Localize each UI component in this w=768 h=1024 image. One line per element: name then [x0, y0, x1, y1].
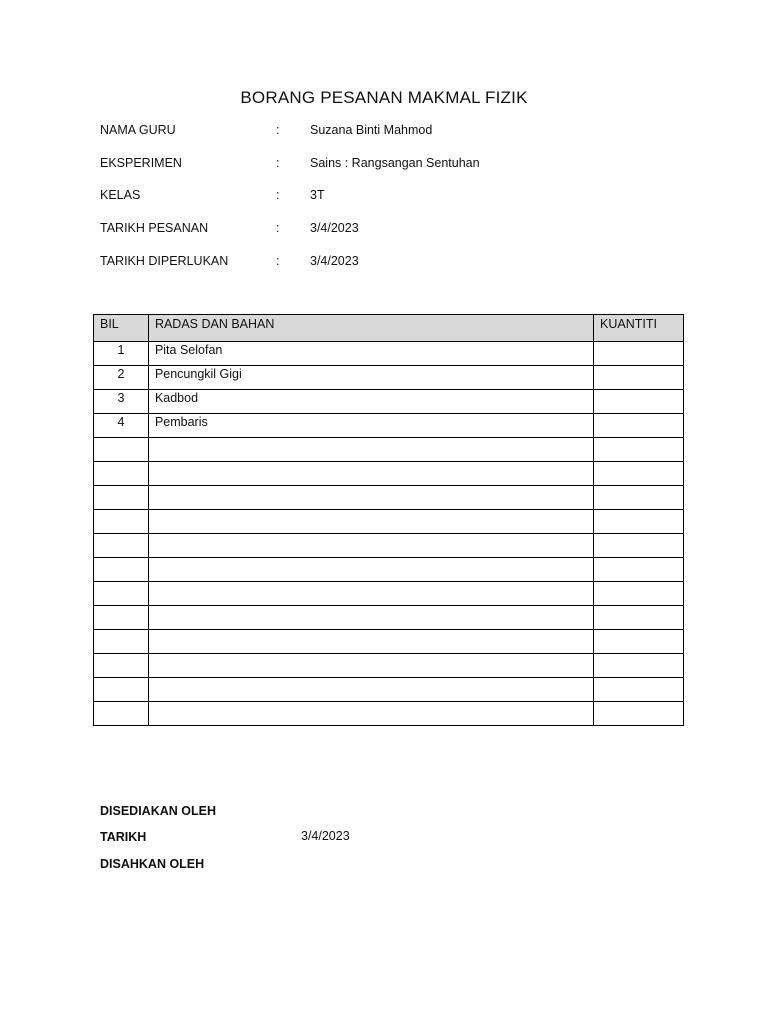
header-radas-dan-bahan: RADAS DAN BAHAN: [148, 315, 593, 342]
cell-qty: [594, 678, 684, 702]
cell-qty: [594, 534, 684, 558]
table-row: [94, 342, 684, 366]
cell-bil: 4: [94, 414, 149, 438]
cell-item: [148, 534, 593, 558]
table-row: [94, 558, 684, 582]
cell-bil: [94, 606, 149, 630]
cell-item: Pencungkil Gigi: [148, 366, 593, 390]
cell-qty: [594, 654, 684, 678]
info-colon: :: [276, 123, 280, 137]
cell-bil: 1: [94, 342, 149, 366]
cell-item: [148, 702, 593, 726]
cell-item: [148, 558, 593, 582]
cell-bil: [94, 438, 149, 462]
table-row: [94, 630, 684, 654]
table-row: [94, 678, 684, 702]
cell-bil: [94, 630, 149, 654]
cell-item: [148, 438, 593, 462]
info-colon: :: [276, 156, 280, 170]
cell-qty: [594, 630, 684, 654]
cell-bil: [94, 654, 149, 678]
prepared-by-label: DISEDIAKAN OLEH: [100, 804, 216, 818]
info-label: TARIKH DIPERLUKAN: [100, 254, 229, 268]
date-label: TARIKH: [100, 830, 147, 844]
table-row: [94, 534, 684, 558]
table-row: [94, 414, 684, 438]
table-row: [94, 582, 684, 606]
cell-item: [148, 606, 593, 630]
info-colon: :: [276, 254, 280, 268]
cell-item: [148, 510, 593, 534]
cell-bil: [94, 534, 149, 558]
info-colon: :: [276, 221, 280, 235]
info-colon: :: [276, 188, 280, 202]
cell-bil: [94, 582, 149, 606]
cell-bil: 2: [94, 366, 149, 390]
cell-item: [148, 654, 593, 678]
info-value: Suzana Binti Mahmod: [310, 123, 433, 137]
info-value: 3T: [310, 188, 325, 202]
cell-qty: [594, 582, 684, 606]
table-row: [94, 654, 684, 678]
cell-item: [148, 486, 593, 510]
table-row: [94, 438, 684, 462]
cell-item: [148, 462, 593, 486]
header-bil: BIL: [94, 315, 149, 342]
table-row: [94, 702, 684, 726]
cell-bil: 3: [94, 390, 149, 414]
date-value: 3/4/2023: [301, 829, 350, 843]
form-title: BORANG PESANAN MAKMAL FIZIK: [240, 88, 528, 107]
info-label: NAMA GURU: [100, 123, 176, 137]
table-row: [94, 390, 684, 414]
cell-qty: [594, 510, 684, 534]
info-value: 3/4/2023: [310, 254, 359, 268]
cell-bil: [94, 702, 149, 726]
cell-bil: [94, 558, 149, 582]
table-row: [94, 510, 684, 534]
cell-qty: [594, 558, 684, 582]
info-label: KELAS: [100, 188, 141, 202]
info-label: EKSPERIMEN: [100, 156, 182, 170]
table-row: [94, 486, 684, 510]
cell-qty: [594, 342, 684, 366]
items-table: [93, 314, 684, 726]
cell-qty: [594, 462, 684, 486]
table-header-row: [94, 315, 684, 342]
cell-bil: [94, 678, 149, 702]
cell-bil: [94, 486, 149, 510]
cell-qty: [594, 606, 684, 630]
cell-bil: [94, 462, 149, 486]
cell-qty: [594, 438, 684, 462]
cell-qty: [594, 702, 684, 726]
cell-item: [148, 630, 593, 654]
table-row: [94, 366, 684, 390]
cell-item: Pembaris: [148, 414, 593, 438]
cell-bil: [94, 510, 149, 534]
info-value: 3/4/2023: [310, 221, 359, 235]
cell-item: Pita Selofan: [148, 342, 593, 366]
table-row: [94, 606, 684, 630]
cell-qty: [594, 414, 684, 438]
header-kuantiti: KUANTITI: [594, 315, 684, 342]
cell-qty: [594, 366, 684, 390]
cell-item: Kadbod: [148, 390, 593, 414]
cell-item: [148, 582, 593, 606]
info-label: TARIKH PESANAN: [100, 221, 209, 235]
cell-qty: [594, 390, 684, 414]
info-value: Sains : Rangsangan Sentuhan: [310, 156, 480, 170]
table-row: [94, 462, 684, 486]
cell-qty: [594, 486, 684, 510]
approved-by-label: DISAHKAN OLEH: [100, 857, 205, 871]
cell-item: [148, 678, 593, 702]
